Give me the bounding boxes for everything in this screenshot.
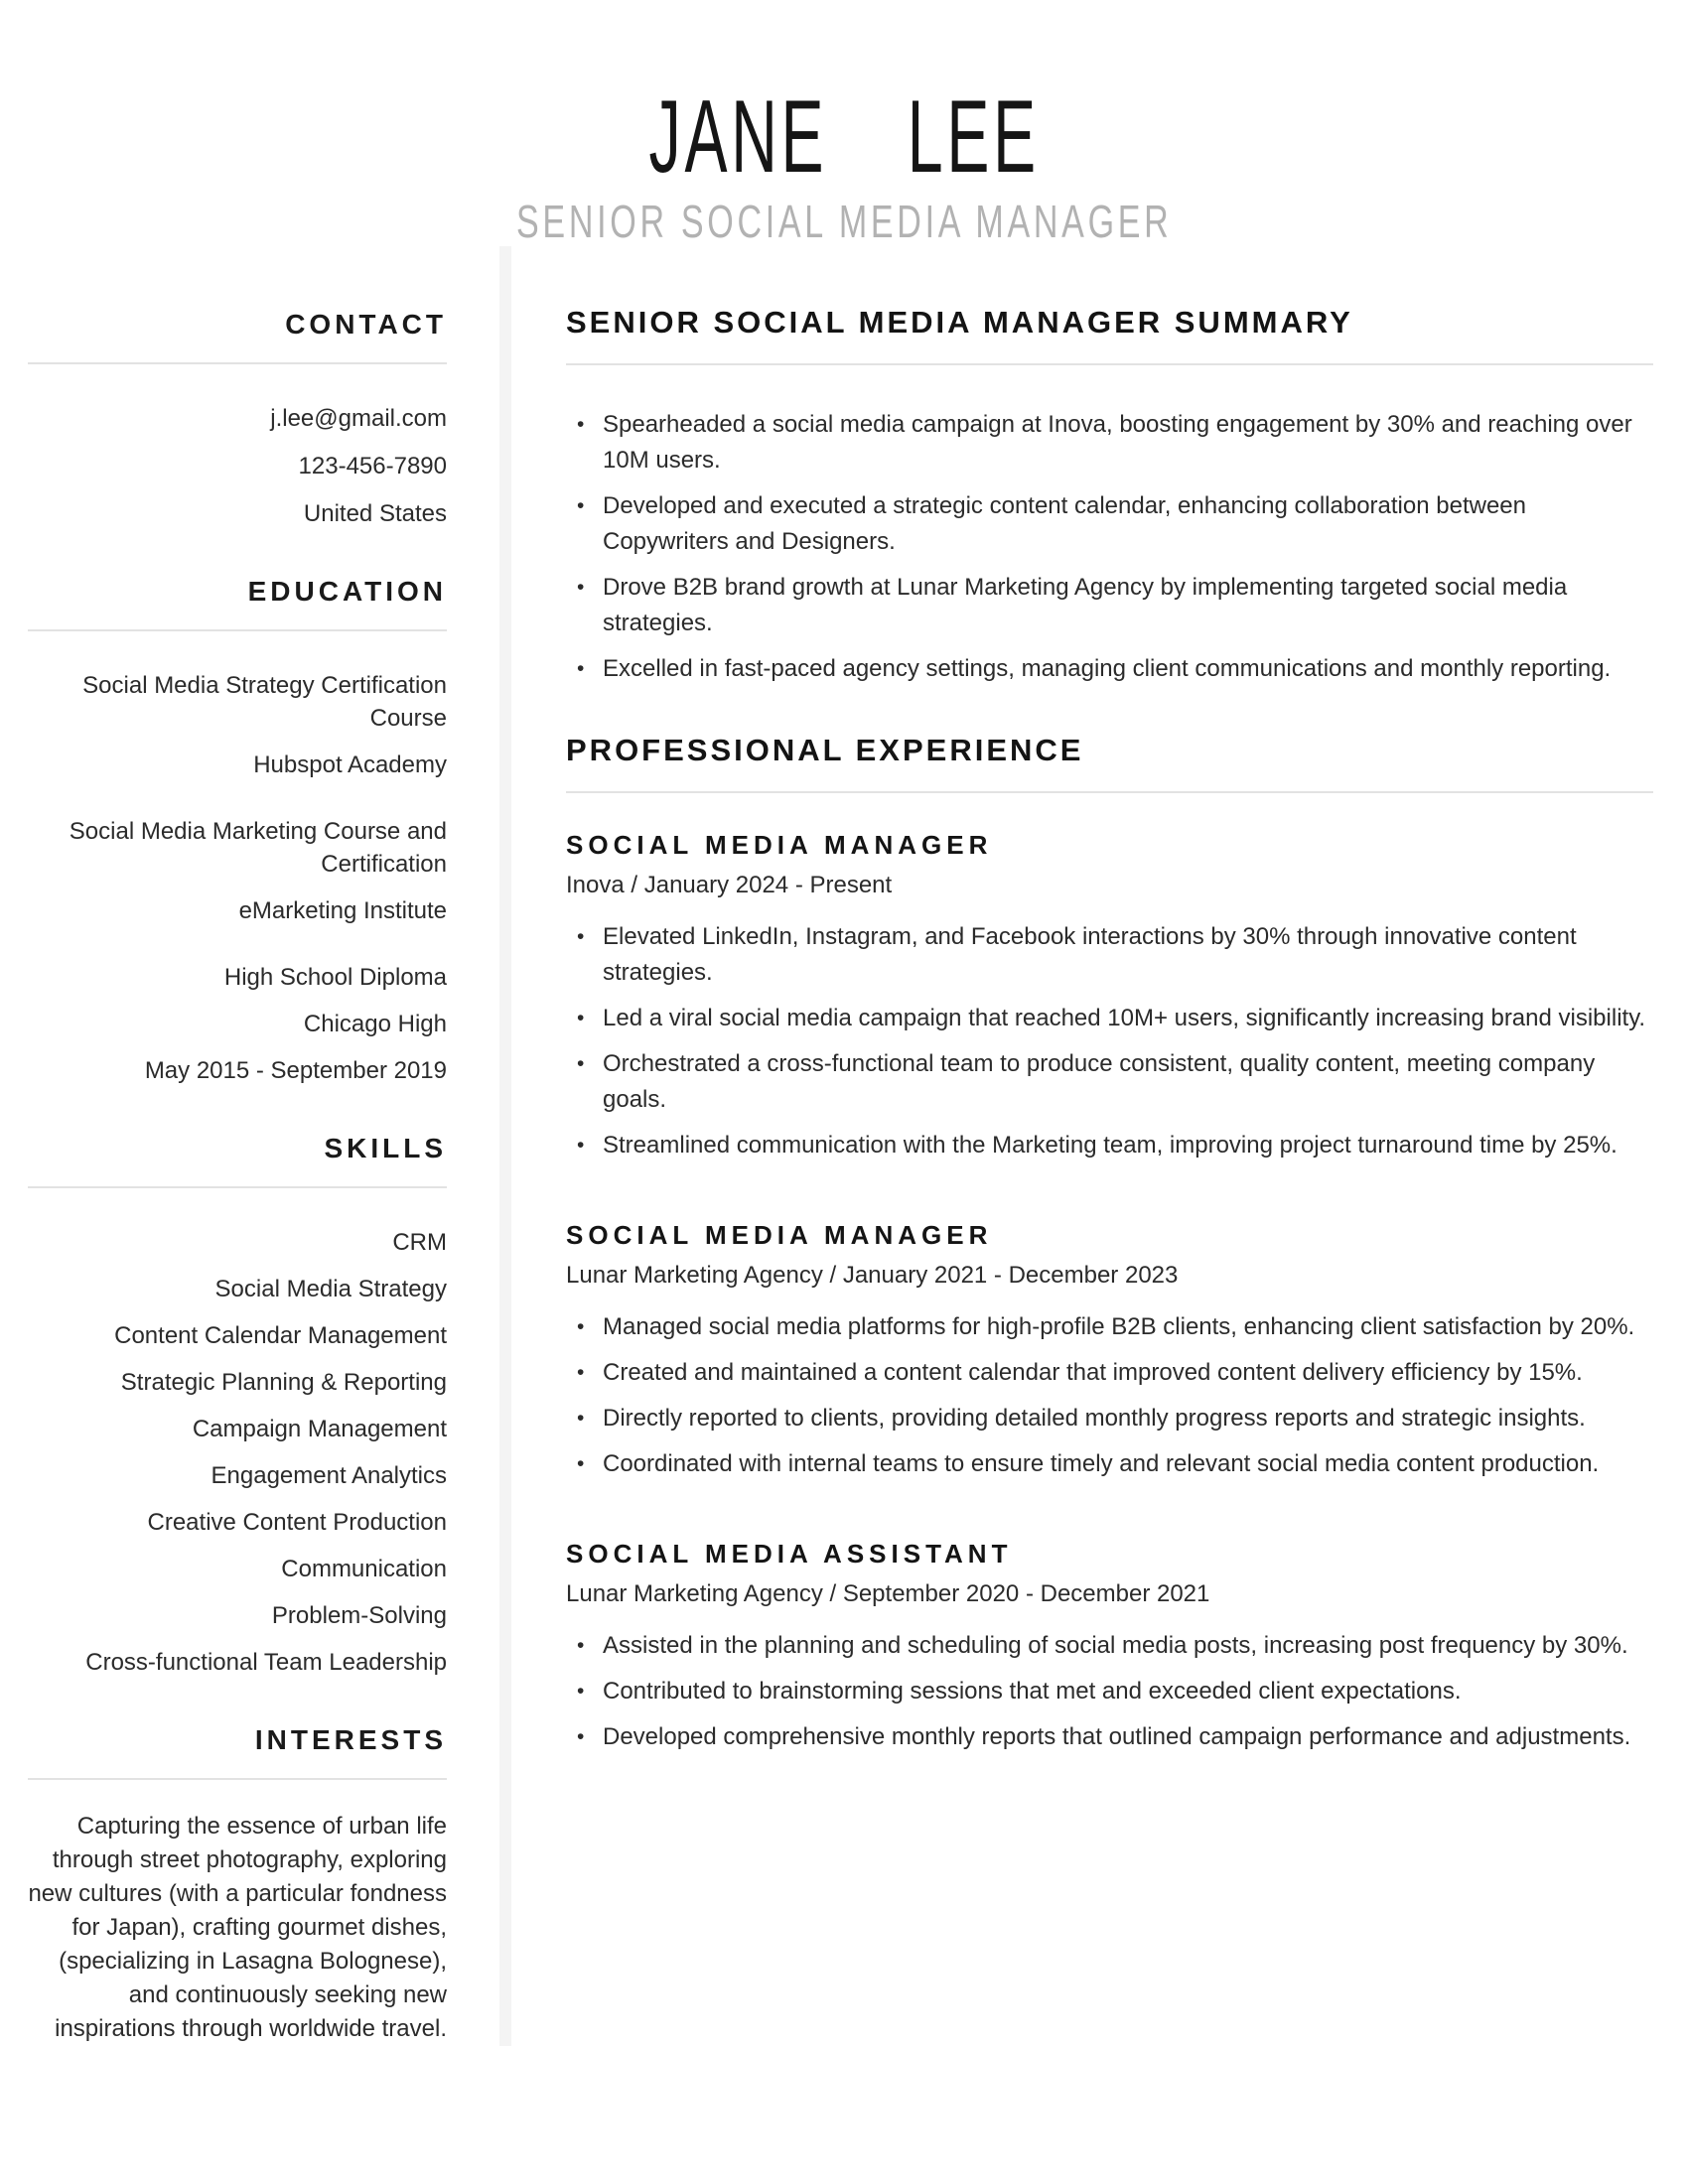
education-school: Hubspot Academy [253,751,447,778]
education-degree: High School Diploma [223,964,447,991]
experience-heading-rule [566,791,1653,793]
experience-section [566,732,1653,1755]
skill-item: Campaign Management [192,1416,447,1442]
summary-heading: SENIOR SOCIAL MEDIA MANAGER SUMMARY [566,305,1353,340]
column-divider [499,246,511,2046]
skills-section [28,1132,447,1679]
interests-heading: INTERESTS [254,1724,447,1755]
job-bullets [566,1309,1653,1482]
job-bullets [566,919,1653,1163]
education-entry [28,669,447,781]
job-meta: Lunar Marketing Agency / January 2021 - December 2023 [566,1262,1179,1289]
summary-bullet: • Excelled in fast-paced agency settings, managing client communications and monthly reporting. [566,651,1653,687]
interests-heading-rule [28,1778,447,1780]
skill-item: Creative Content Production [147,1509,447,1536]
skill-item: Problem-Solving [271,1602,447,1629]
skill-item: CRM [392,1229,447,1256]
resume-header [0,0,1688,246]
education-entry [28,961,447,1087]
contact-heading-rule [28,362,447,364]
job-bullet: • Streamlined communication with the Marketing team, improving project turnaround time by 25%. [566,1128,1653,1163]
skills-heading: SKILLS [324,1133,447,1163]
job-bullet: • Contributed to brainstorming sessions that met and exceeded client expectations. [566,1674,1653,1709]
education-heading-rule [28,629,447,631]
skill-item: Engagement Analytics [211,1462,447,1489]
candidate-job-title-text: SENIOR SOCIAL MEDIA MANAGER [515,196,1173,247]
contact-section [28,308,447,530]
job-bullet: • Elevated LinkedIn, Instagram, and Facebook interactions by 30% through innovative content strategies. [566,919,1653,991]
skill-item: Content Calendar Management [114,1322,447,1349]
summary-bullet: • Spearheaded a social media campaign at Inova, boosting engagement by 30% and reaching over 10M users. [566,407,1653,478]
job-bullet: • Directly reported to clients, providing detailed monthly progress reports and strategic insights. [566,1401,1653,1436]
contact-list [28,402,447,530]
interests-section [28,1723,447,2046]
summary-heading-rule [566,363,1653,365]
sidebar [28,246,447,2046]
skill-item: Communication [281,1556,447,1582]
job-bullet: • Led a viral social media campaign that reached 10M+ users, significantly increasing brand visibility. [566,1001,1653,1036]
candidate-name [0,0,1688,197]
education-school: Chicago High [303,1011,447,1037]
skills-heading-rule [28,1186,447,1188]
job-bullet: • Coordinated with internal teams to ensure timely and relevant social media content production. [566,1446,1653,1482]
education-entries [28,669,447,1087]
contact-phone: 123-456-7890 [298,453,447,479]
education-degree: Social Media Strategy Certification Course [82,672,447,732]
education-section [28,575,447,1087]
job-bullets [566,1628,1653,1755]
candidate-job-title [0,197,1688,246]
main-column [566,246,1653,2046]
education-school: eMarketing Institute [238,897,447,924]
skills-list [28,1226,447,1679]
contact-heading: CONTACT [285,309,447,340]
job-entry [566,828,1653,1163]
job-bullet: • Developed comprehensive monthly reports that outlined campaign performance and adjustments. [566,1719,1653,1755]
job-bullet: • Created and maintained a content calendar that improved content delivery efficiency by 15%. [566,1355,1653,1391]
education-heading: EDUCATION [247,576,447,607]
summary-bullets [566,407,1653,687]
education-entry [28,815,447,927]
contact-email: j.lee@gmail.com [270,405,447,432]
job-meta: Lunar Marketing Agency / September 2020 - December 2021 [566,1580,1210,1607]
summary-bullet: • Drove B2B brand growth at Lunar Marketing Agency by implementing targeted social media strategies. [566,570,1653,641]
education-degree: Social Media Marketing Course and Certification [69,818,447,878]
skill-item: Cross-functional Team Leadership [85,1649,447,1676]
job-bullet: • Assisted in the planning and scheduling of social media posts, increasing post frequency by 30%. [566,1628,1653,1664]
contact-location: United States [303,500,447,527]
job-entry [566,1218,1653,1482]
education-dates: May 2015 - September 2019 [144,1057,447,1084]
job-title: SOCIAL MEDIA MANAGER [566,830,993,860]
job-title: SOCIAL MEDIA ASSISTANT [566,1539,1013,1569]
summary-bullet: • Developed and executed a strategic content calendar, enhancing collaboration between Copywriters and Designers. [566,488,1653,560]
job-meta: Inova / January 2024 - Present [566,872,893,898]
skill-item: Strategic Planning & Reporting [120,1369,447,1396]
summary-section [566,304,1653,687]
resume-body [0,246,1688,2046]
job-bullet: • Orchestrated a cross-functional team to produce consistent, quality content, meeting company goals. [566,1046,1653,1118]
job-entry [566,1537,1653,1755]
experience-heading: PROFESSIONAL EXPERIENCE [566,733,1084,767]
interests-text: Capturing the essence of urban life through street photography, exploring new cultures (with a particular fondness for Japan), crafting gourmet dishes, (specializing in Lasagna Bolognese), and continuously seeking new inspirations through worldwide travel. [28,1813,447,2042]
job-bullet: • Managed social media platforms for high-profile B2B clients, enhancing client satisfaction by 20%. [566,1309,1653,1345]
job-title: SOCIAL MEDIA MANAGER [566,1220,993,1250]
candidate-name-text: JANE LEE [648,79,1040,195]
skill-item: Social Media Strategy [214,1276,447,1302]
